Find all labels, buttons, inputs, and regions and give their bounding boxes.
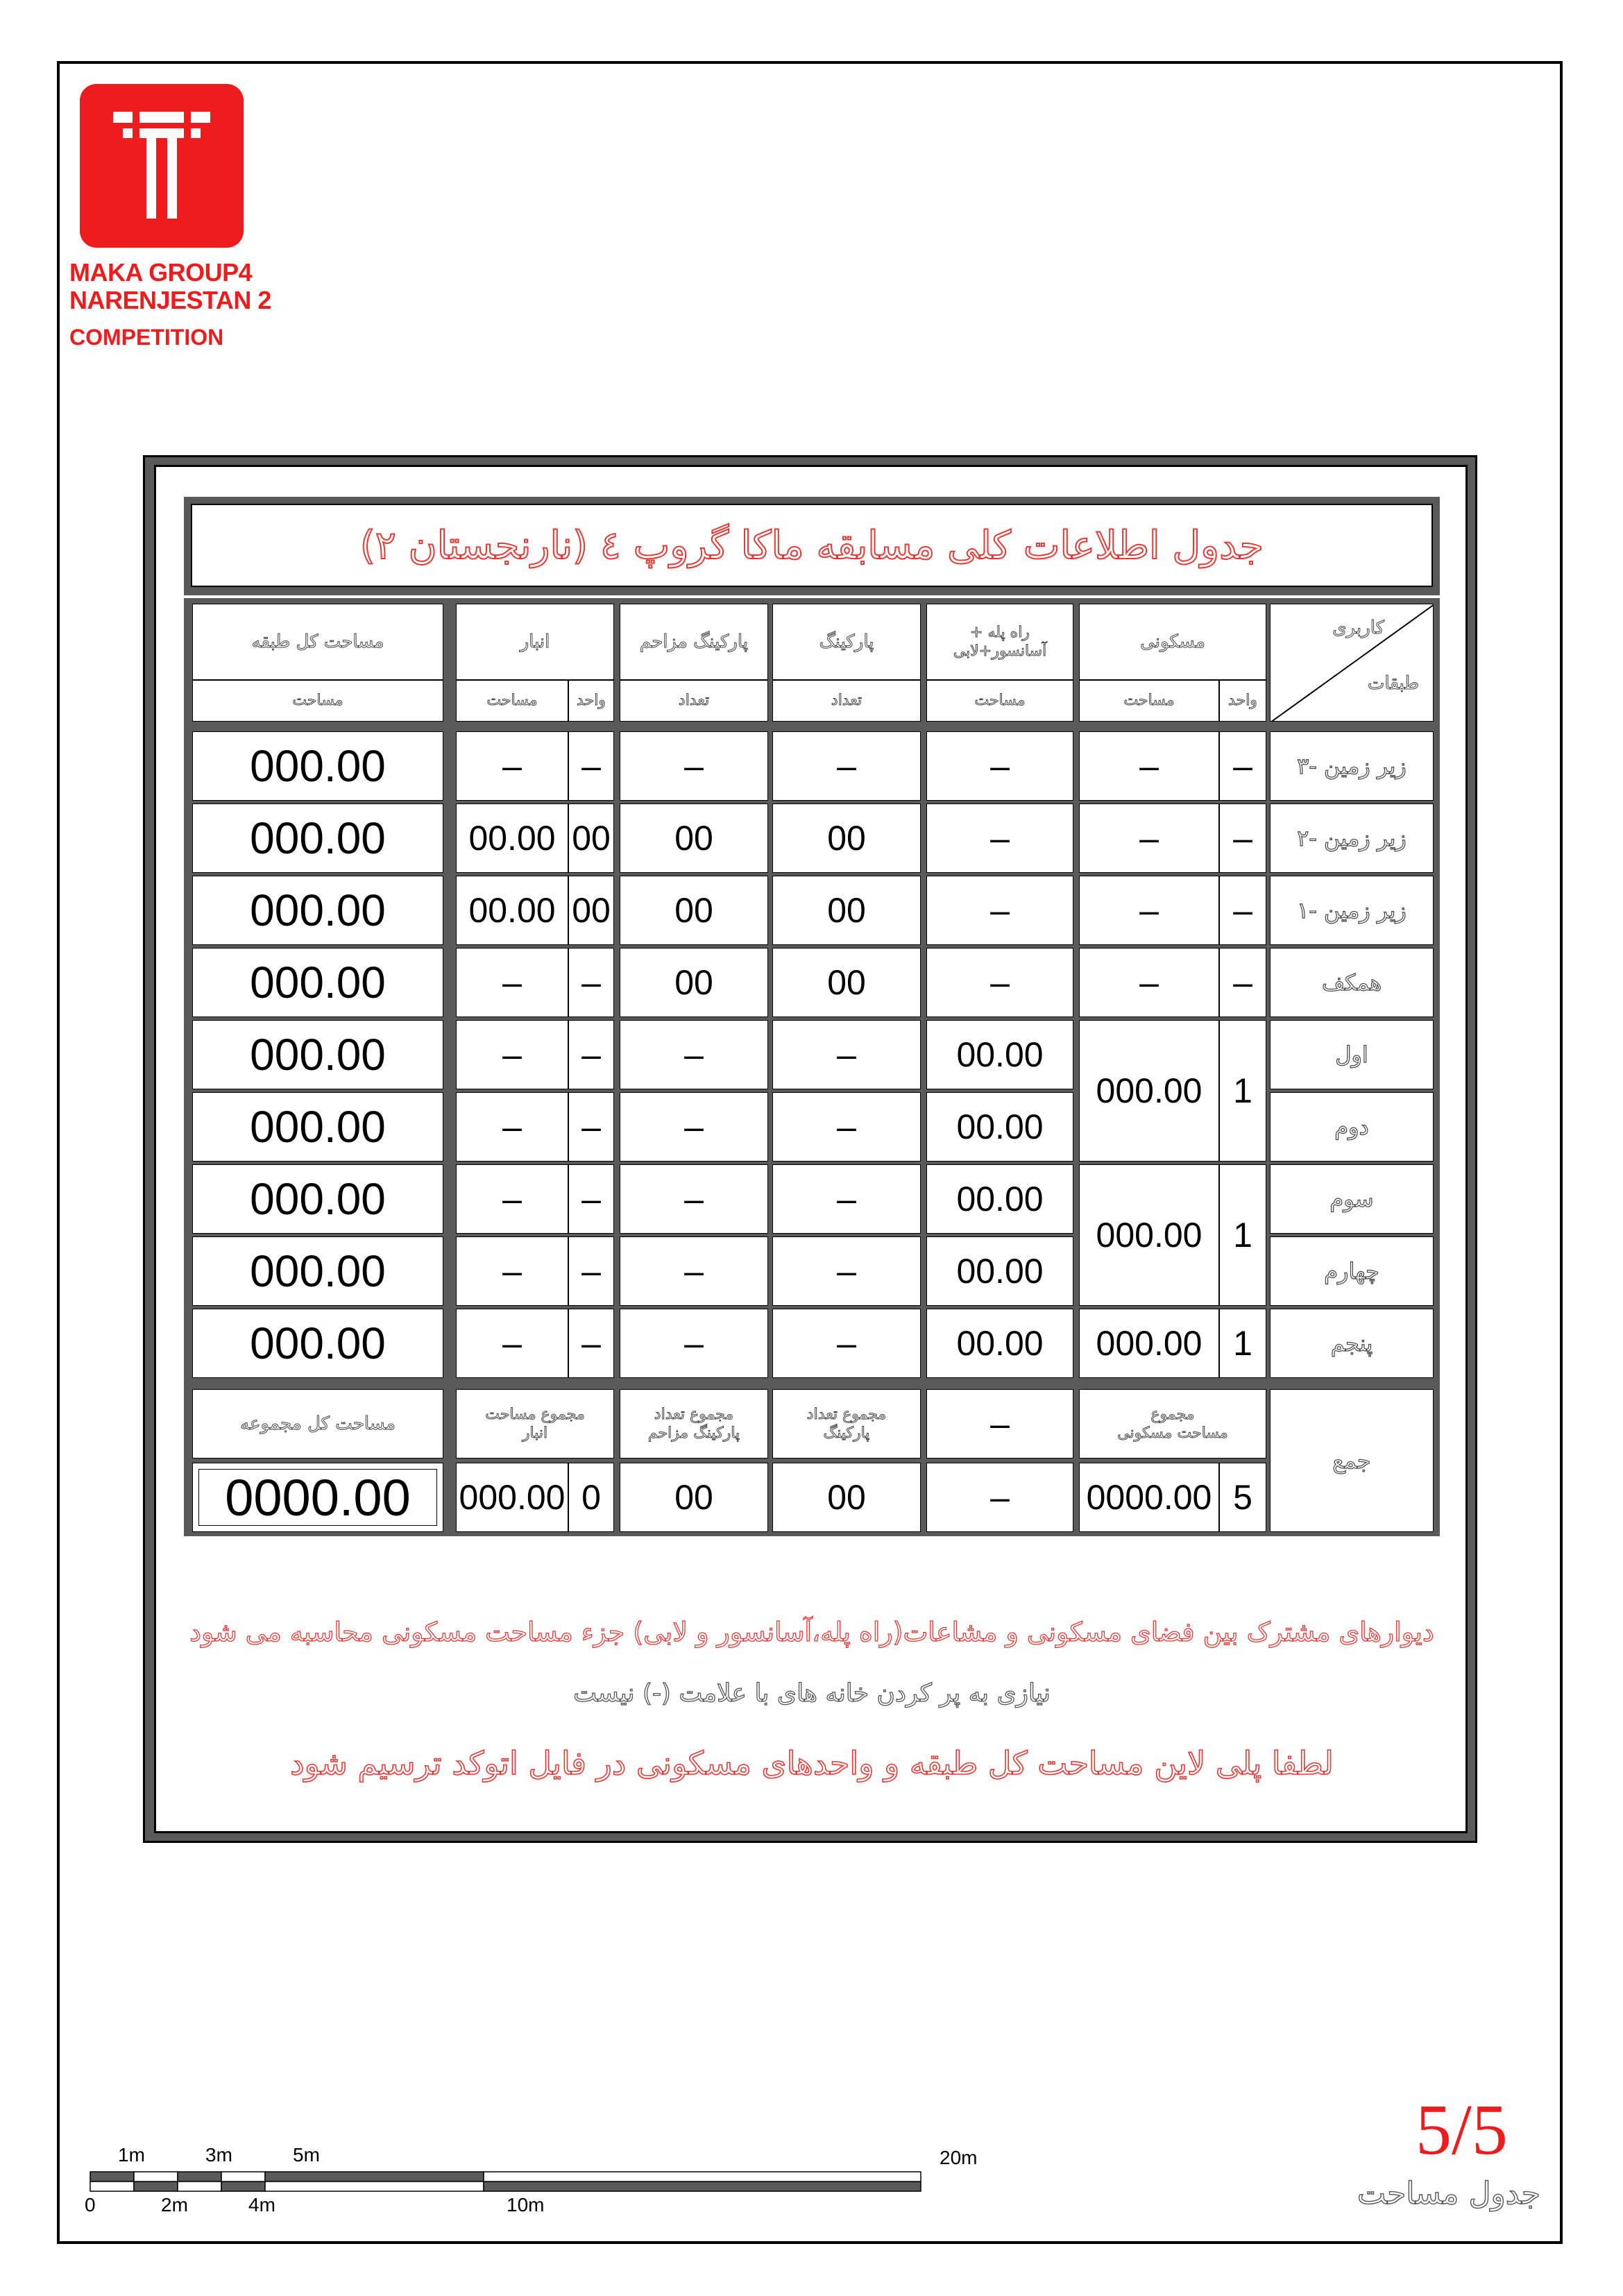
logo-text-line3: COMPETITION [69,325,224,350]
cell-storage-area: – [456,1164,568,1234]
subheader-storage-area: مساحت [456,680,568,722]
cell-total-area: 000.00 [192,1020,443,1089]
cell-res-area: – [1079,876,1219,945]
summary-storage-header: مجموع مساحت انبار [456,1389,614,1459]
row-floor-label: دوم [1270,1092,1434,1162]
cell-parking-extra: – [620,1164,768,1234]
cell-stair-area: 00.00 [926,1164,1073,1234]
cell-stair-area: 00.00 [926,1236,1073,1306]
page-number: 5/5 [1416,2090,1508,2170]
logo [80,84,244,248]
subheader-parking-extra-count: تعداد [620,680,768,722]
cell-res-area-merged: 000.00 [1079,1164,1219,1306]
scale-label-2m: 2m [161,2194,188,2216]
scale-label-10m: 10m [507,2194,545,2216]
cell-parking-extra: 00 [620,803,768,873]
cell-stair-area: 00.00 [926,1092,1073,1162]
cell-res-unit: – [1219,803,1266,873]
cell-stair-area: 00.00 [926,1309,1073,1378]
cell-parking-extra: 00 [620,948,768,1017]
cell-parking-extra: – [620,731,768,801]
cell-total-area: 000.00 [192,1164,443,1234]
cell-storage-area: – [456,948,568,1017]
cell-parking-extra: – [620,1020,768,1089]
cell-total-area: 000.00 [192,1236,443,1306]
header-total-area: مساحت کل طبقه [192,604,443,680]
summary-parking-extra: 00 [620,1463,768,1532]
row-floor-label: زیر زمین -٣ [1270,731,1434,801]
cell-storage-unit: 00 [568,876,614,945]
cell-res-unit-merged: 1 [1219,1164,1266,1306]
table-title: جدول اطلاعات کلی مسابقه ماکا گروپ ٤ (نارنجستان ٢) [359,522,1264,568]
page-subtitle: جدول مساحت [1357,2176,1540,2211]
summary-stair-header: – [926,1389,1073,1459]
cell-res-area: – [1079,731,1219,801]
cell-res-area: – [1079,948,1219,1017]
cell-stair-area: – [926,803,1073,873]
cell-storage-unit: – [568,1236,614,1306]
summary-parking: 00 [772,1463,921,1532]
logo-text-line1: MAKA GROUP4 [69,258,253,287]
header-residential: مسکونی [1079,604,1266,680]
row-floor-label: سوم [1270,1164,1434,1234]
summary-storage-area: 000.00 [456,1463,568,1532]
row-floor-label: پنجم [1270,1309,1434,1378]
scale-bar [76,2144,978,2227]
cell-total-area: 000.00 [192,1092,443,1162]
cell-storage-area: – [456,1309,568,1378]
cell-total-area: 000.00 [192,876,443,945]
cell-parking-extra: – [620,1309,768,1378]
summary-res-unit: 5 [1219,1463,1266,1532]
cell-stair-area: 00.00 [926,1020,1073,1089]
subheader-total-area: مساحت [192,680,443,722]
title-box [191,504,1433,587]
cell-parking: – [772,1164,921,1234]
cell-storage-area: – [456,1092,568,1162]
cell-storage-unit: 00 [568,803,614,873]
cell-storage-area: 00.00 [456,803,568,873]
header-usage-floors [1270,604,1434,722]
header-parking: پارکینگ [772,604,921,680]
cell-res-unit-merged: 1 [1219,1020,1266,1162]
cell-storage-unit: – [568,1092,614,1162]
cell-storage-area: – [456,1236,568,1306]
cell-parking: – [772,1092,921,1162]
cell-parking-extra: 00 [620,876,768,945]
cell-res-unit: 1 [1219,1309,1266,1378]
header-usage: کاربری [1332,618,1384,638]
scale-label-3m: 3m [205,2144,232,2166]
cell-stair-area: – [926,876,1073,945]
cell-parking: – [772,731,921,801]
cell-res-area: – [1079,803,1219,873]
summary-total [192,1463,443,1532]
logo-mark-icon [80,84,244,248]
cell-res-area: 000.00 [1079,1309,1219,1378]
cell-parking-extra: – [620,1236,768,1306]
scale-label-4m: 4m [248,2194,275,2216]
note-shared-walls: دیوارهای مشترک بین فضای مسکونی و مشاعات(راه پله،آسانسور و لابی) جزء مساحت مسکونی محاسبه می شود [189,1617,1434,1647]
summary-label: جمع [1270,1389,1434,1532]
cell-storage-unit: – [568,1309,614,1378]
summary-stair: – [926,1463,1073,1532]
header-parking-extra: پارکینگ مزاحم [620,604,768,680]
header-floors: طبقات [1367,673,1419,694]
cell-storage-unit: – [568,1020,614,1089]
summary-total-header: مساحت کل مجموعه [192,1389,443,1459]
row-floor-label: همکف [1270,948,1434,1017]
row-floor-label: زیر زمین -٢ [1270,803,1434,873]
cell-storage-unit: – [568,1164,614,1234]
note-polyline: لطفا پلی لاین مساحت کل طبقه و واحدهای مسکونی در فایل اتوکد ترسیم شود [290,1744,1334,1782]
subheader-res-unit: واحد [1219,680,1266,722]
scale-label-1m: 1m [118,2144,145,2166]
summary-res-header: مجموع مساحت مسکونی [1079,1389,1266,1459]
cell-storage-unit: – [568,731,614,801]
cell-parking: – [772,1309,921,1378]
cell-storage-area: – [456,1020,568,1089]
subheader-stair-area: مساحت [926,680,1073,722]
cell-storage-area: 00.00 [456,876,568,945]
cell-parking: – [772,1236,921,1306]
cell-res-unit: – [1219,876,1266,945]
row-floor-label: چهارم [1270,1236,1434,1306]
summary-parking-header: مجموع تعداد پارکینگ [772,1389,921,1459]
summary-parking-extra-header: مجموع تعداد پارکینگ مزاحم [620,1389,768,1459]
cell-parking: 00 [772,948,921,1017]
cell-total-area: 000.00 [192,1309,443,1378]
cell-total-area: 000.00 [192,731,443,801]
subheader-parking-count: تعداد [772,680,921,722]
cell-total-area: 000.00 [192,803,443,873]
cell-res-area-merged: 000.00 [1079,1020,1219,1162]
header-stair: راه پله + آسانسور+لابی [926,604,1073,680]
cell-storage-area: – [456,731,568,801]
scale-label-20m: 20m [940,2147,978,2168]
row-floor-label: زیر زمین -١ [1270,876,1434,945]
header-storage: انبار [456,604,614,680]
cell-res-unit: – [1219,731,1266,801]
scale-label-5m: 5m [293,2144,320,2166]
cell-parking-extra: – [620,1092,768,1162]
cell-parking: 00 [772,803,921,873]
cell-storage-unit: – [568,948,614,1017]
cell-stair-area: – [926,948,1073,1017]
row-floor-label: اول [1270,1020,1434,1089]
cell-parking: 00 [772,876,921,945]
summary-storage-unit: 0 [568,1463,614,1532]
summary-res-area: 0000.00 [1079,1463,1219,1532]
subheader-storage-unit: واحد [568,680,614,722]
cell-parking: – [772,1020,921,1089]
cell-stair-area: – [926,731,1073,801]
subheader-res-area: مساحت [1079,680,1219,722]
scale-label-0: 0 [85,2194,96,2216]
logo-text-line2: NARENJESTAN 2 [69,286,271,314]
cell-res-unit: – [1219,948,1266,1017]
note-dash-cells: نیازی به پر کردن خانه های با علامت (-) نیست [573,1679,1051,1708]
area-table [184,598,1440,1536]
cell-total-area: 000.00 [192,948,443,1017]
summary-total-box: 0000.00 [198,1469,437,1526]
